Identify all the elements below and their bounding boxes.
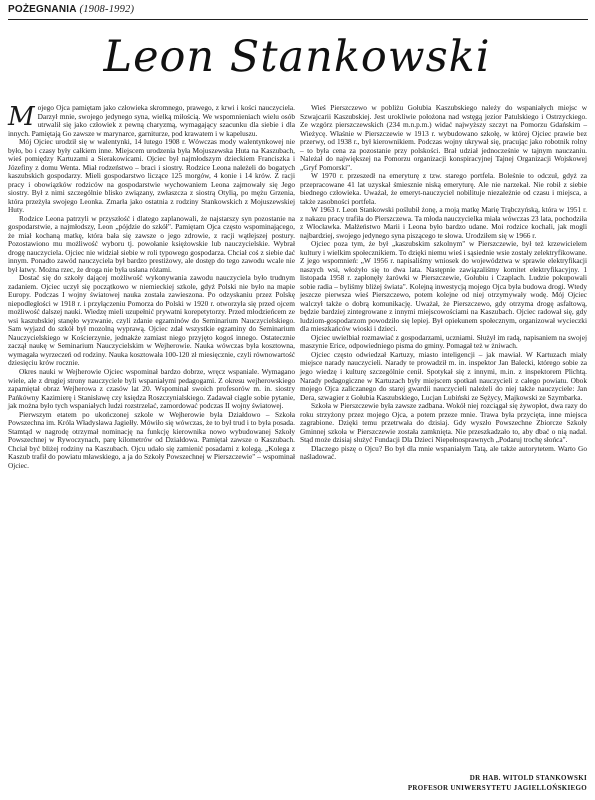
paragraph: Mój Ojciec urodził się w walentynki, 14 lutego 1908 r. Wówczas mody walentynkowej nie było, bo i czasy były całkiem inne. Miejscem urodzenia była Mojuszewska Huta na Kaszubach, wieś pomiędzy Kartuzami a Sierakowicami. Ojciec był najmłodszym dzieckiem Franciszka i Józefiny z domu Wenta. Miał rodzeństwo – braci i siostry. Rodzice Leona należeli do bogatych kaszubskich gospodarzy. Mieli gospodarstwo liczące 125 morgów, 4 konie i 14 krów. Z racji pracy i obowiązków rodziców na gospodarstwie wychowaniem Leona zajmowały się Jego siostry. Był z nimi szczególnie blisko związany, zwłaszcza z siostrą Otylią, po mężu Grzenia, która przeżyła swojego Leonka. Zmarła jako ostatnia z rodziny Stankowskich z Mojuszewskiej Huty. — [8, 137, 295, 215]
paragraph: Szkoła w Pierszczewie była zawsze zadbana. Wokół niej rozciągał się żywopłot, dwa razy do roku strzyżony przez mojego Ojca, a potem przeze mnie. Trawa była przycięta, inne miejsca zagrabione. Dzięki temu przetrwała do dzisiaj. Gdy wyszło Powszechne Zbiorcze Szkoły Gminnej szkoła w Pierszczewie została zamknięta. Nie przeszkadzało to, aby dbać o nią nadal. Stąd może dzisiaj służyć Fundacji Dla Dzieci Niepełnosprawnych „Podaruj trochę słońca". — [300, 401, 587, 445]
header-rule — [8, 19, 588, 20]
section-label: POŻEGNANIA — [8, 4, 77, 15]
paragraph: Ojciec poza tym, że był „kaszubskim szkolnym" w Pierszczewie, był też krzewicielem kultury i wielkim społecznikiem. To dzięki niemu wieś i sąsiednie wsie zostały zelektryfikowane. Z jego wspomnień: „W 1956 r. napisaliśmy wniosek do województwa w sprawie elektryfikacji naszych wsi, włożyło się to dwa lata. Następnie zawiązaliśmy komitet elektryfikacyjny. 1 listopada 1958 r. zapłonęły żarówki w Pierszczewie, Gołubiu i Czaplach. Ludzie pokupowali sobie radia – byliśmy bliżej świata". Kolejną inwestycją mojego Ojca była budowa drogi. Wtedy jeszcze pierwsza wieś Pierszczewo, potem kolejne od niej otrzymywały wodę. Mój Ojciec walczył także o dobrą komunikację. Uważał, że Pierszczewo, gdy otrzyma drogę asfaltową, będzie bardziej zintegrowane z innymi miejscowościami na Kaszubach. Ojciec radował się, gdy ludziom-gospodarzom powodziło się lepiej. Był opiekunem społecznym, organizował wycieczki dla mieszkańców wioski i dzieci. — [300, 239, 587, 334]
paragraph: Dostać się do szkoły dającej możliwość wykonywania zawodu nauczyciela było trudnym zadaniem. Ojciec uczył się początkowo w niemieckiej szkole, gdyż Polski nie było na mapie Europy. Podczas I wojny światowej nauka została zawieszona. Po odzyskaniu przez Polskę niepodległości w 1918 r. i przyłączeniu Pomorza do Polski w 1920 r. otworzyła się przed ojcem możliwość dalszej nauki. Wiedzę mieli uzupełnić prywatni korepetytorzy. Przed młodzieńcem ze wsi kaszubskiej stanęło wyzwanie, czyli zdanie egzaminów do Seminarium Nauczycielskiego. Sam wyjazd do szkół był mozolną wyprawą. Ojciec zdał wszystkie egzaminy do Seminarium Nauczycielskiego w Kościerzynie, jednakże zamiast niego przyjęto kogoś innego. Ostatecznie zaczął naukę w Seminarium Nauczycielskim w Wejherowie. Nauka wówczas była kosztowna, wymagała wyrzeczeń od rodziny. Nauka kosztowała 100-120 zł miesięcznie, czyli równowartość dziesięciu krów rocznie. — [8, 273, 295, 368]
paragraph: Dlaczego piszę o Ojcu? Bo był dla mnie wspaniałym Tatą, ale także autorytetem. Warto Go naśladować. — [300, 443, 587, 462]
paragraph: Ojciec często odwiedzał Kartuzy, miasto inteligencji – jak mawiał. W Kartuzach miały miejsce narady nauczycieli. Narady te prowadził m. in. inspektor Jan Balecki, którego sobie za jego wiedzę i kulturę szczególnie cenił. Spotykał się z innymi, m.in. z inspektorem Plichtą. Narady pedagogiczne w Kartuzach były miejscem spotkań nauczycieli z całego powiatu. Obok mojego Ojca zaliczanego do starej gwardii nauczycieli należeli do niej także nauczyciele: Jan Dera, szwagier z Gołubia Kaszubskiego, Lucjan Lubiński ze Sężycy, Majkowski ze Szymbarka. — [300, 349, 587, 402]
left-column — [8, 104, 295, 470]
author-signature — [300, 774, 587, 793]
paragraph: W 1963 r. Leon Stankowski poślubił żonę, a moją matkę Marię Trąbczyńską, która w 1951 r. z nakazu pracy trafiła do Pierszczewa. Ta młoda nauczycielka miała wówczas 23 lata, pochodziła z Włocławka. Małżeństwo Marii i Leona było bardzo udane. Moi rodzice kochali, jak mogli najbardziej, swojego jedynego syna piszącego te słowa. Urodziłem się w 1966 r. — [300, 205, 587, 240]
article-title: Leon Stankowski — [103, 32, 491, 82]
paragraph: Okres nauki w Wejherowie Ojciec wspominał bardzo dobrze, wręcz wspaniale. Wymagano wiele, ale z drugiej strony nauczyciele byli wspaniałymi pedagogami. Z okresu wejherowskiego zapamiętał obraz Wejherowa z czasów lat 20. Wspominał swoich profesorów m. in. siostry Pańkówny Kazimierę i Stanisławę czy księdza Roszczynialskiego. Zadawał ciągle sobie pytanie, jak można było tych wspaniałych ludzi rozstrzelać, zamordować podczas II wojny światowej. — [8, 366, 295, 411]
drop-cap: M — [8, 102, 35, 132]
paragraph: W 1970 r. przeszedł na emeryturę z tzw. starego portfela. Boleśnie to odczuł, gdyż za przepracowane 41 lat uzyskał śmiesznie niską emeryturę. Ale nie narzekał. Nie robił z siebie biednego człowieka. Uważał, że emeryt-nauczyciel nobilituje niezależnie od czasu i miejsca, a także zasobności portfela. — [300, 171, 587, 206]
section-header — [8, 4, 134, 15]
paragraph: Wieś Pierszczewo w pobliżu Gołubia Kaszubskiego należy do wspaniałych miejsc w Szwajcarii Kaszubskiej. Jest urokliwie położona nad wstęgą jezior Patulskiego i Ostrzyckiego. Ze wzgórz pierszczewskich (234 m.n.p.m.) widać najwyższy szczyt na Pomorzu Gdańskim – Wieżycę. Właśnie w Pierszczewie w 1913 r. wybudowano szkołę, w której Ojciec prawie bez przerwy, od 1938 r., był kierownikiem. Podczas wojny ukrywał się, pracując jako robotnik rolny – to była cena za pozostanie przy polskości. Brał udział jednocześnie w tajnym nauczaniu. Należał do największej na Pomorzu organizacji konspiracyjnej Tajnej Organizacji Wojskowej „Gryf Pomorski". — [300, 103, 587, 172]
author-name: DR HAB. WITOLD STANKOWSKI — [469, 774, 587, 782]
paragraph: Rodzice Leona patrzyli w przyszłość i dlatego zaplanowali, że najstarszy syn pozostanie na gospodarstwie, a najmłodszy, Leon „pójdzie do szkół". Pamiętam Ojca często wspominającego, że miał kochaną matkę, która bała się zawsze o jego zdrowie, z racji wątłejszej postury. Pozostawiono mu możliwość wyboru tj. powołanie księżowskie lub nauczycielskie. Wybrał drogę nauczyciela. Ojciec nie widział siebie w roli typowego gospodarza. Chciał coś z siebie dać innym. Ponadto zawód nauczyciela był bardzo prestiżowy, ale dostęp do tego zawodu wcale nie był łatwy. Można rzec, że droga nie była usłana różami. — [8, 213, 295, 274]
paragraph: Mojego Ojca pamiętam jako człowieka skromnego, prawego, z krwi i kości nauczyciela. Darzył mnie, swojego jedynego syna, wielką miłością. We wspomnieniach wielu osób utrwalił się jako człowiek z pewną charyzmą, wymagający szacunku dla siebie i dla innych. Pamiętają Go zawsze w marynarce, garniturze, pod krawatem i w kapeluszu. — [8, 102, 295, 138]
paragraph: Ojciec uwielbiał rozmawiać z gospodarzami, uczniami. Służył im radą, napisaniem na swojej maszynie Erice, odpowiedniego pisma do gminy. Pomagał też w żniwach. — [300, 332, 587, 351]
right-column — [300, 104, 587, 462]
author-role: PROFESOR UNIWERSYTETU JAGIELLOŃSKIEGO — [407, 783, 587, 792]
section-years: (1908-1992) — [79, 4, 135, 15]
paragraph: Pierwszym etatem po ukończonej szkole w Wejherowie była Działdowo – Szkoła Powszechna im. Króla Władysława Jagiełły. Mówiło się wówczas, że to był trud i to była posada. Stamtąd w nagrodę otrzymał nominację na funkcję kierownika nowo wybudowanej Szkoły Powszechnej w Rywoczynach, parę kilometrów od Działdowa. Pamiętał zawsze o Kaszubach. Chciał być bliżej rodziny na Kaszubach. Ojcu udało się zamienić posadami z kolegą. „Kolega z Kaszub trafił do powiatu mławskiego, a ja do Szkoły Powszechnej w Pierszczewie" – wspominał Ojciec. — [8, 409, 295, 470]
